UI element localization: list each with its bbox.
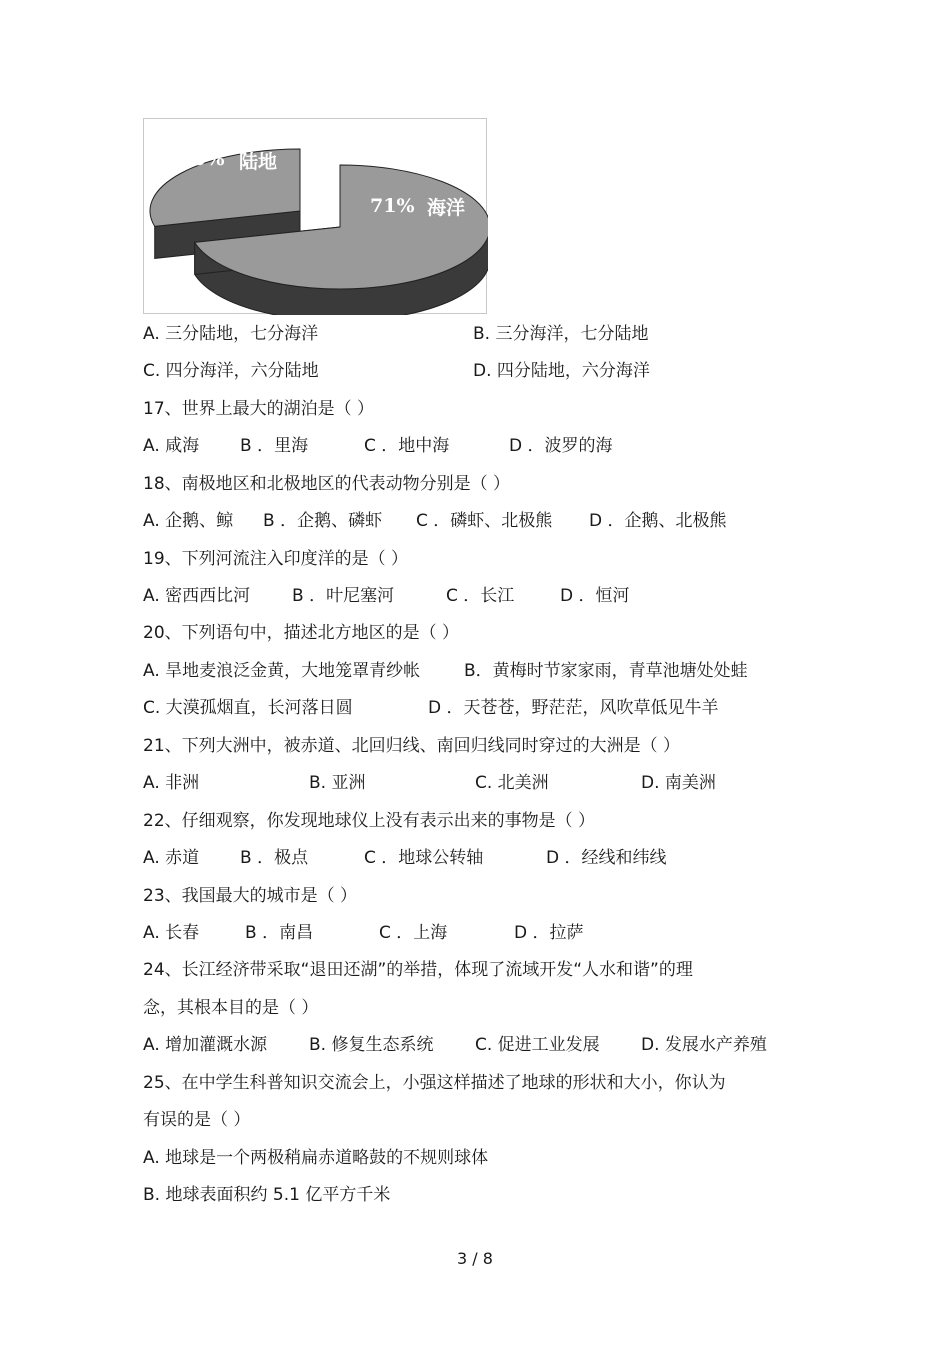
q22-option-d[interactable]: D ．经线和纬线 [546, 848, 667, 868]
q17-option-c[interactable]: C ．地中海 [364, 436, 450, 456]
q18-option-d[interactable]: D ．企鹅、北极熊 [589, 511, 727, 531]
q19-option-d[interactable]: D ．恒河 [560, 586, 630, 606]
q20-stem: 20、下列语句中，描述北方地区的是（ ） [143, 623, 460, 643]
pie-chart-figure [143, 118, 487, 314]
q24-option-b[interactable]: B. 修复生态系统 [309, 1035, 434, 1055]
q22-option-c[interactable]: C ．地球公转轴 [364, 848, 484, 868]
q23-stem: 23、我国最大的城市是（ ） [143, 886, 358, 906]
q19-option-a[interactable]: A. 密西西比河 [143, 586, 251, 606]
slice-label-land: 陆地 [239, 151, 278, 173]
q19-option-c[interactable]: C ．长江 [446, 586, 515, 606]
q21-option-a[interactable]: A. 非洲 [143, 773, 200, 793]
page-number: 3 / 8 [457, 1249, 493, 1268]
q16-option-a[interactable]: A. 三分陆地，七分海洋 [143, 324, 319, 344]
q16-option-c[interactable]: C. 四分海洋，六分陆地 [143, 361, 319, 381]
q22-option-a[interactable]: A. 赤道 [143, 848, 200, 868]
q16-option-b[interactable]: B. 三分海洋，七分陆地 [473, 324, 649, 344]
q18-option-b[interactable]: B ．企鹅、磷虾 [263, 511, 383, 531]
q21-option-d[interactable]: D. 南美洲 [641, 773, 716, 793]
q23-option-d[interactable]: D ．拉萨 [514, 923, 584, 943]
q21-stem: 21、下列大洲中，被赤道、北回归线、南回归线同时穿过的大洲是（ ） [143, 736, 681, 756]
q24-stem-line-2: 念，其根本目的是（ ） [143, 998, 319, 1018]
q18-stem: 18、南极地区和北极地区的代表动物分别是（ ） [143, 474, 511, 494]
q23-option-c[interactable]: C ．上海 [379, 923, 448, 943]
q21-option-c[interactable]: C. 北美洲 [475, 773, 549, 793]
q22-option-b[interactable]: B ．极点 [240, 848, 309, 868]
q20-option-c[interactable]: C. 大漠孤烟直，长河落日圆 [143, 698, 353, 718]
q25-option-b[interactable]: B. 地球表面积约 5.1 亿平方千米 [143, 1185, 391, 1205]
slice-label-ocean-value: 71% [370, 195, 415, 217]
q25-option-a[interactable]: A. 地球是一个两极稍扁赤道略鼓的不规则球体 [143, 1148, 489, 1168]
q18-option-a[interactable]: A. 企鹅、鲸 [143, 511, 234, 531]
q24-option-d[interactable]: D. 发展水产养殖 [641, 1035, 767, 1055]
q21-option-b[interactable]: B. 亚洲 [309, 773, 366, 793]
q24-option-c[interactable]: C. 促进工业发展 [475, 1035, 600, 1055]
q16-option-d[interactable]: D. 四分陆地，六分海洋 [473, 361, 650, 381]
q19-stem: 19、下列河流注入印度洋的是（ ） [143, 549, 409, 569]
q25-stem-line-1: 25、在中学生科普知识交流会上，小强这样描述了地球的形状和大小，你认为 [143, 1073, 726, 1093]
q25-stem-line-2: 有误的是（ ） [143, 1110, 251, 1130]
q19-option-b[interactable]: B ．叶尼塞河 [292, 586, 395, 606]
q23-option-a[interactable]: A. 长春 [143, 923, 200, 943]
q20-option-b[interactable]: B．黄梅时节家家雨，青草池塘处处蛙 [464, 661, 748, 681]
slice-label-land-value: 29% [180, 148, 225, 170]
q17-option-a[interactable]: A. 咸海 [143, 436, 200, 456]
q22-stem: 22、仔细观察，你发现地球仪上没有表示出来的事物是（ ） [143, 811, 596, 831]
q23-option-b[interactable]: B ．南昌 [245, 923, 314, 943]
q18-option-c[interactable]: C ．磷虾、北极熊 [416, 511, 553, 531]
q24-option-a[interactable]: A. 增加灌溉水源 [143, 1035, 268, 1055]
slice-label-ocean: 海洋 [427, 197, 466, 219]
q24-stem-line-1: 24、长江经济带采取“退田还湖”的举措，体现了流域开发“人水和谐”的理 [143, 960, 693, 980]
q20-option-a[interactable]: A. 旱地麦浪泛金黄，大地笼罩青纱帐 [143, 661, 421, 681]
q17-option-d[interactable]: D ．波罗的海 [509, 436, 613, 456]
q20-option-d[interactable]: D ．天苍苍，野茫茫，风吹草低见牛羊 [428, 698, 719, 718]
q17-stem: 17、世界上最大的湖泊是（ ） [143, 399, 375, 419]
q17-option-b[interactable]: B ．里海 [240, 436, 309, 456]
